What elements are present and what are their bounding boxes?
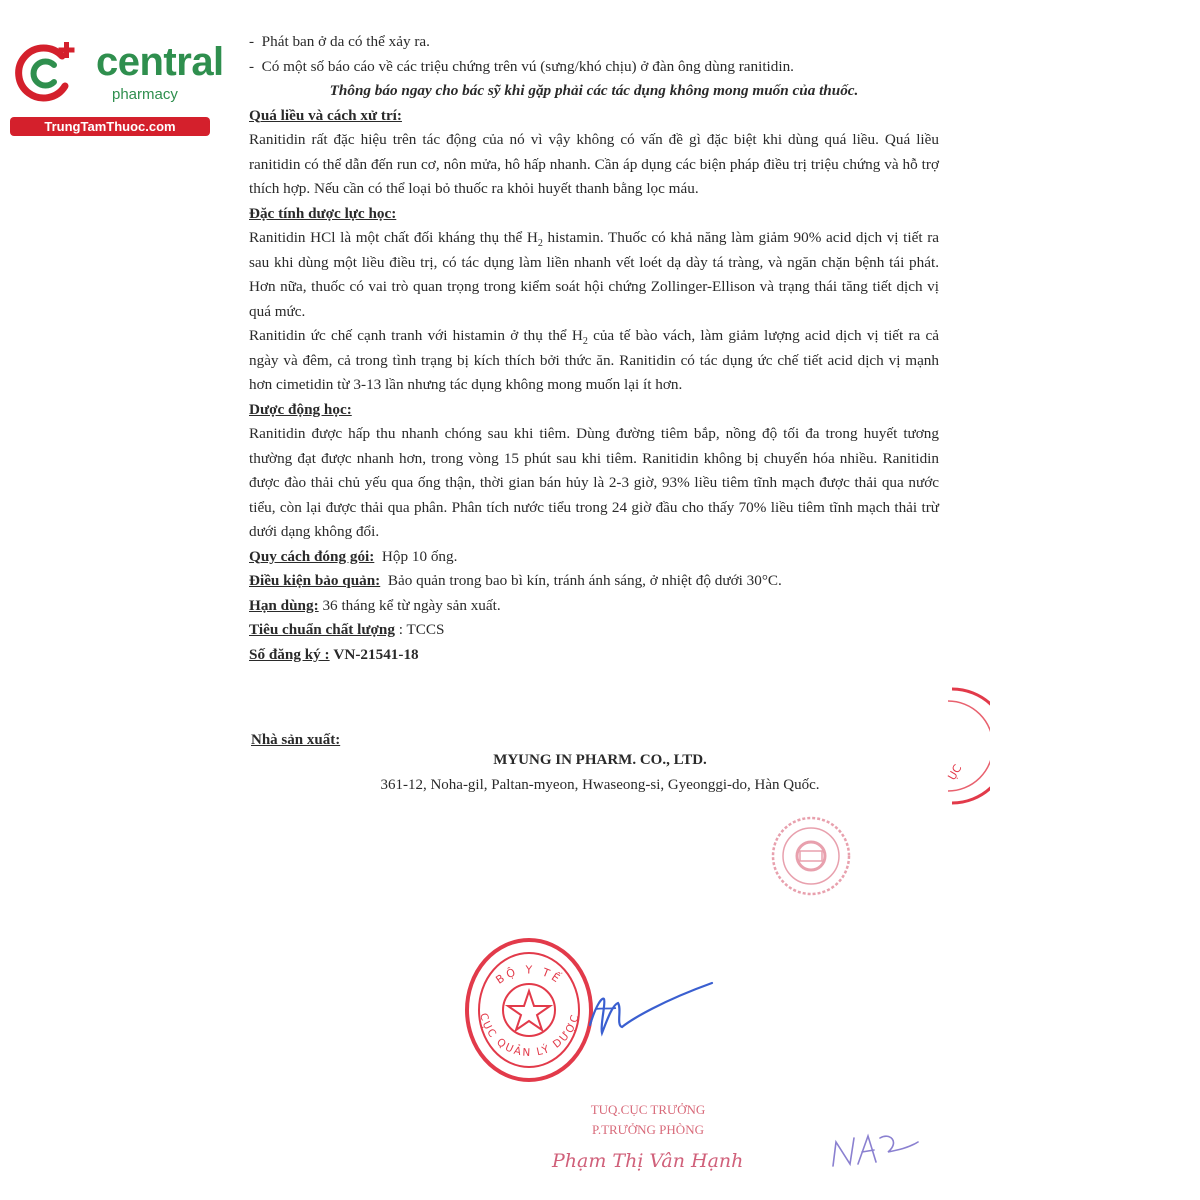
signature-title-1: TUQ.CỤC TRƯỞNG	[590, 1102, 706, 1117]
bullet-item: - Phát ban ở da có thể xảy ra.	[249, 33, 430, 50]
document-body	[249, 30, 939, 667]
standard-label: Tiêu chuẩn chất lượng	[249, 621, 395, 638]
packaging-label: Quy cách đóng gói:	[249, 547, 375, 565]
partial-seal-stamp	[920, 685, 990, 810]
standard-value: : TCCS	[398, 621, 445, 638]
signatory-name: Phạm Thị Vân Hạnh	[552, 1150, 744, 1172]
logo-subtitle: pharmacy	[112, 86, 178, 103]
blue-signature	[582, 975, 717, 1045]
standard-line	[249, 618, 939, 643]
central-pharmacy-logo-icon	[10, 38, 80, 108]
packaging-line	[249, 545, 939, 570]
svg-text:BỘ Y TẾ: BỘ Y TẾ	[493, 963, 565, 987]
initials-signature	[828, 1128, 923, 1173]
pharmacodynamics-paragraph-2: Ranitidin ức chế cạnh tranh với histamin ở thụ thể $H_2$ của tế bào vách, làm giảm lượng acid dịch vị tiết ra cả ngày và đêm, cả trong tình trạng bị kích thích bởi thức ăn. Ranitidin có tác dụng ức chế tiết acid dịch vị mạnh hơn cimetidin từ 3-13 lần nhưng tác dụng không mong muốn lại ít hơn.	[249, 327, 939, 393]
svg-text:CỤC QUẢN LÝ DƯỢC: CỤC QUẢN LÝ DƯỢC	[477, 1011, 582, 1060]
registration-value: VN-21541-18	[333, 645, 419, 663]
storage-label: Điều kiện bảo quản:	[249, 572, 381, 589]
registration-line	[249, 643, 939, 668]
signature-title-2: P.TRƯỞNG PHÒNG	[592, 1122, 704, 1137]
small-round-seal	[770, 815, 852, 897]
manufacturer-name: MYUNG IN PHARM. CO., LTD.	[493, 752, 707, 768]
pharmacy-logo[interactable]	[10, 38, 224, 138]
pharmacokinetics-heading: Dược động học:	[249, 400, 352, 418]
expiry-value: 36 tháng kể từ ngày sản xuất.	[322, 596, 501, 614]
manufacturer-address: 361-12, Noha-gil, Paltan-myeon, Hwaseong-si, Gyeonggi-do, Hàn Quốc.	[380, 777, 820, 793]
overdose-text: Ranitidin rất đặc hiệu trên tác động của nó vì vậy không có vấn đề gì đặc biệt khi dùng quá liều. Quá liều ranitidin có thể dẫn đến run cơ, nôn mửa, hô hấp nhanh. Cần áp dụng các biện pháp điều trị triệu chứng và hỗ trợ thích hợp. Nếu cần có thể loại bỏ thuốc ra khỏi huyết thanh bằng lọc máu.	[249, 131, 939, 197]
pharmacodynamics-paragraph-1: Ranitidin HCl là một chất đối kháng thụ thể $H_2$ histamin. Thuốc có khả năng làm giảm 90% acid dịch vị tiết ra sau khi dùng một liều điều trị, có tác dụng làm liền nhanh vết loét dạ dày tá tràng, và ngăn chặn bệnh tái phát. Hơn nữa, thuốc có vai trò quan trọng trong kiểm soát hội chứng Zollinger-Ellison và trạng thái tăng tiết dịch vị quá mức.	[249, 229, 939, 320]
logo-brand: central	[96, 40, 224, 84]
logo-url-badge[interactable]: TrungTamThuoc.com	[10, 117, 210, 136]
storage-value: Bảo quản trong bao bì kín, tránh ánh sáng, ở nhiệt độ dưới 30°C.	[387, 572, 782, 589]
packaging-value: Hộp 10 ống.	[381, 547, 458, 565]
ministry-of-health-stamp	[462, 935, 597, 1085]
pharmacodynamics-heading: Đặc tính dược lực học:	[249, 204, 397, 222]
warning-notice: Thông báo ngay cho bác sỹ khi gặp phải các tác dụng không mong muốn của thuốc.	[329, 82, 859, 99]
svg-text:ỤC: ỤC	[945, 762, 965, 783]
pharmacokinetics-text: Ranitidin được hấp thu nhanh chóng sau khi tiêm. Dùng đường tiêm bắp, nồng độ tối đa trong huyết tương thường đạt được nhanh hơn, trong vòng 15 phút sau khi tiêm. Ranitidin không bị chuyển hóa nhiều. Ranitidin được đào thải chủ yếu qua ống thận, thời gian bán hủy là 2-3 giờ, 93% liều tiêm tĩnh mạch được thải qua nước tiểu, còn lại được thải qua phân. Phân tích nước tiểu trong 24 giờ đầu cho thấy 70% liều tiêm tĩnh mạch thải trừ dưới dạng không đổi.	[249, 425, 939, 540]
overdose-heading: Quá liều và cách xử trí:	[249, 106, 402, 124]
manufacturer-heading: Nhà sản xuất:	[251, 732, 341, 748]
expiry-line	[249, 594, 939, 619]
expiry-label: Hạn dùng:	[249, 596, 319, 614]
storage-line	[249, 569, 939, 594]
bullet-item: - Có một số báo cáo về các triệu chứng trên vú (sưng/khó chịu) ở đàn ông dùng ranitidin.	[249, 57, 794, 75]
registration-label: Số đăng ký :	[249, 645, 330, 663]
